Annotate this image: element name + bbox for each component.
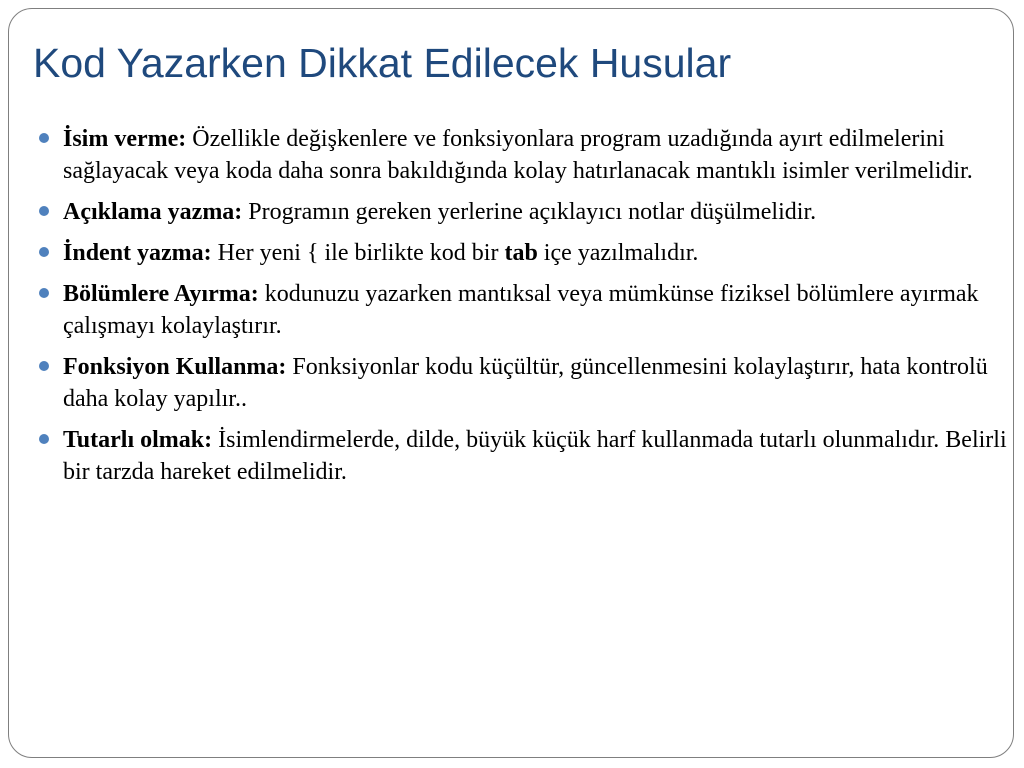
bullet-text: Her yeni { ile birlikte kod bir [211, 240, 505, 266]
bullet-term: İndent yazma: [63, 240, 212, 266]
bullet-list [39, 123, 1009, 497]
bullet-item-indent-yazma [39, 237, 1009, 269]
bullet-text: Özellikle değişkenlere ve fonksiyonlara program uzadığında ayırt edilmelerini sağlayacak veya koda daha sonra bakıldığında kolay hatırlanacak mantıklı isimler verilmelidir. [63, 126, 973, 184]
bullet-term: İsim verme: [63, 126, 187, 152]
slide-title: Kod Yazarken Dikkat Edilecek Husular [33, 40, 732, 86]
slide-frame [8, 8, 1014, 758]
bullet-term: Fonksiyon Kullanma: [63, 354, 287, 380]
bullet-dot-icon [39, 133, 49, 143]
bullet-text: Fonksiyonlar kodu küçültür, güncellenmesini kolaylaştırır, hata kontrolü daha kolay yapılır.. [63, 354, 988, 412]
bullet-item-isim-verme [39, 123, 1009, 187]
bullet-dot-icon [39, 206, 49, 216]
bullet-text: Programın gereken yerlerine açıklayıcı notlar düşülmelidir. [242, 199, 817, 225]
bullet-emphasis: tab [504, 240, 538, 266]
bullet-item-bolumlere-ayirma [39, 278, 1009, 342]
bullet-term: Bölümlere Ayırma: [63, 281, 259, 307]
bullet-dot-icon [39, 247, 49, 257]
bullet-term: Tutarlı olmak: [63, 427, 213, 453]
bullet-dot-icon [39, 288, 49, 298]
bullet-text: İsimlendirmelerde, dilde, büyük küçük harf kullanmada tutarlı olunmalıdır. Belirli bir tarzda hareket edilmelidir. [63, 427, 1007, 485]
bullet-item-fonksiyon-kullanma [39, 351, 1009, 415]
bullet-text-after: içe yazılmalıdır. [537, 240, 699, 266]
bullet-term: Açıklama yazma: [63, 199, 243, 225]
bullet-text: kodunuzu yazarken mantıksal veya mümkünse fiziksel bölümlere ayırmak çalışmayı kolaylaştırır. [63, 281, 979, 339]
bullet-item-aciklama-yazma [39, 196, 1009, 228]
bullet-dot-icon [39, 361, 49, 371]
bullet-dot-icon [39, 434, 49, 444]
bullet-item-tutarli-olmak [39, 424, 1009, 488]
